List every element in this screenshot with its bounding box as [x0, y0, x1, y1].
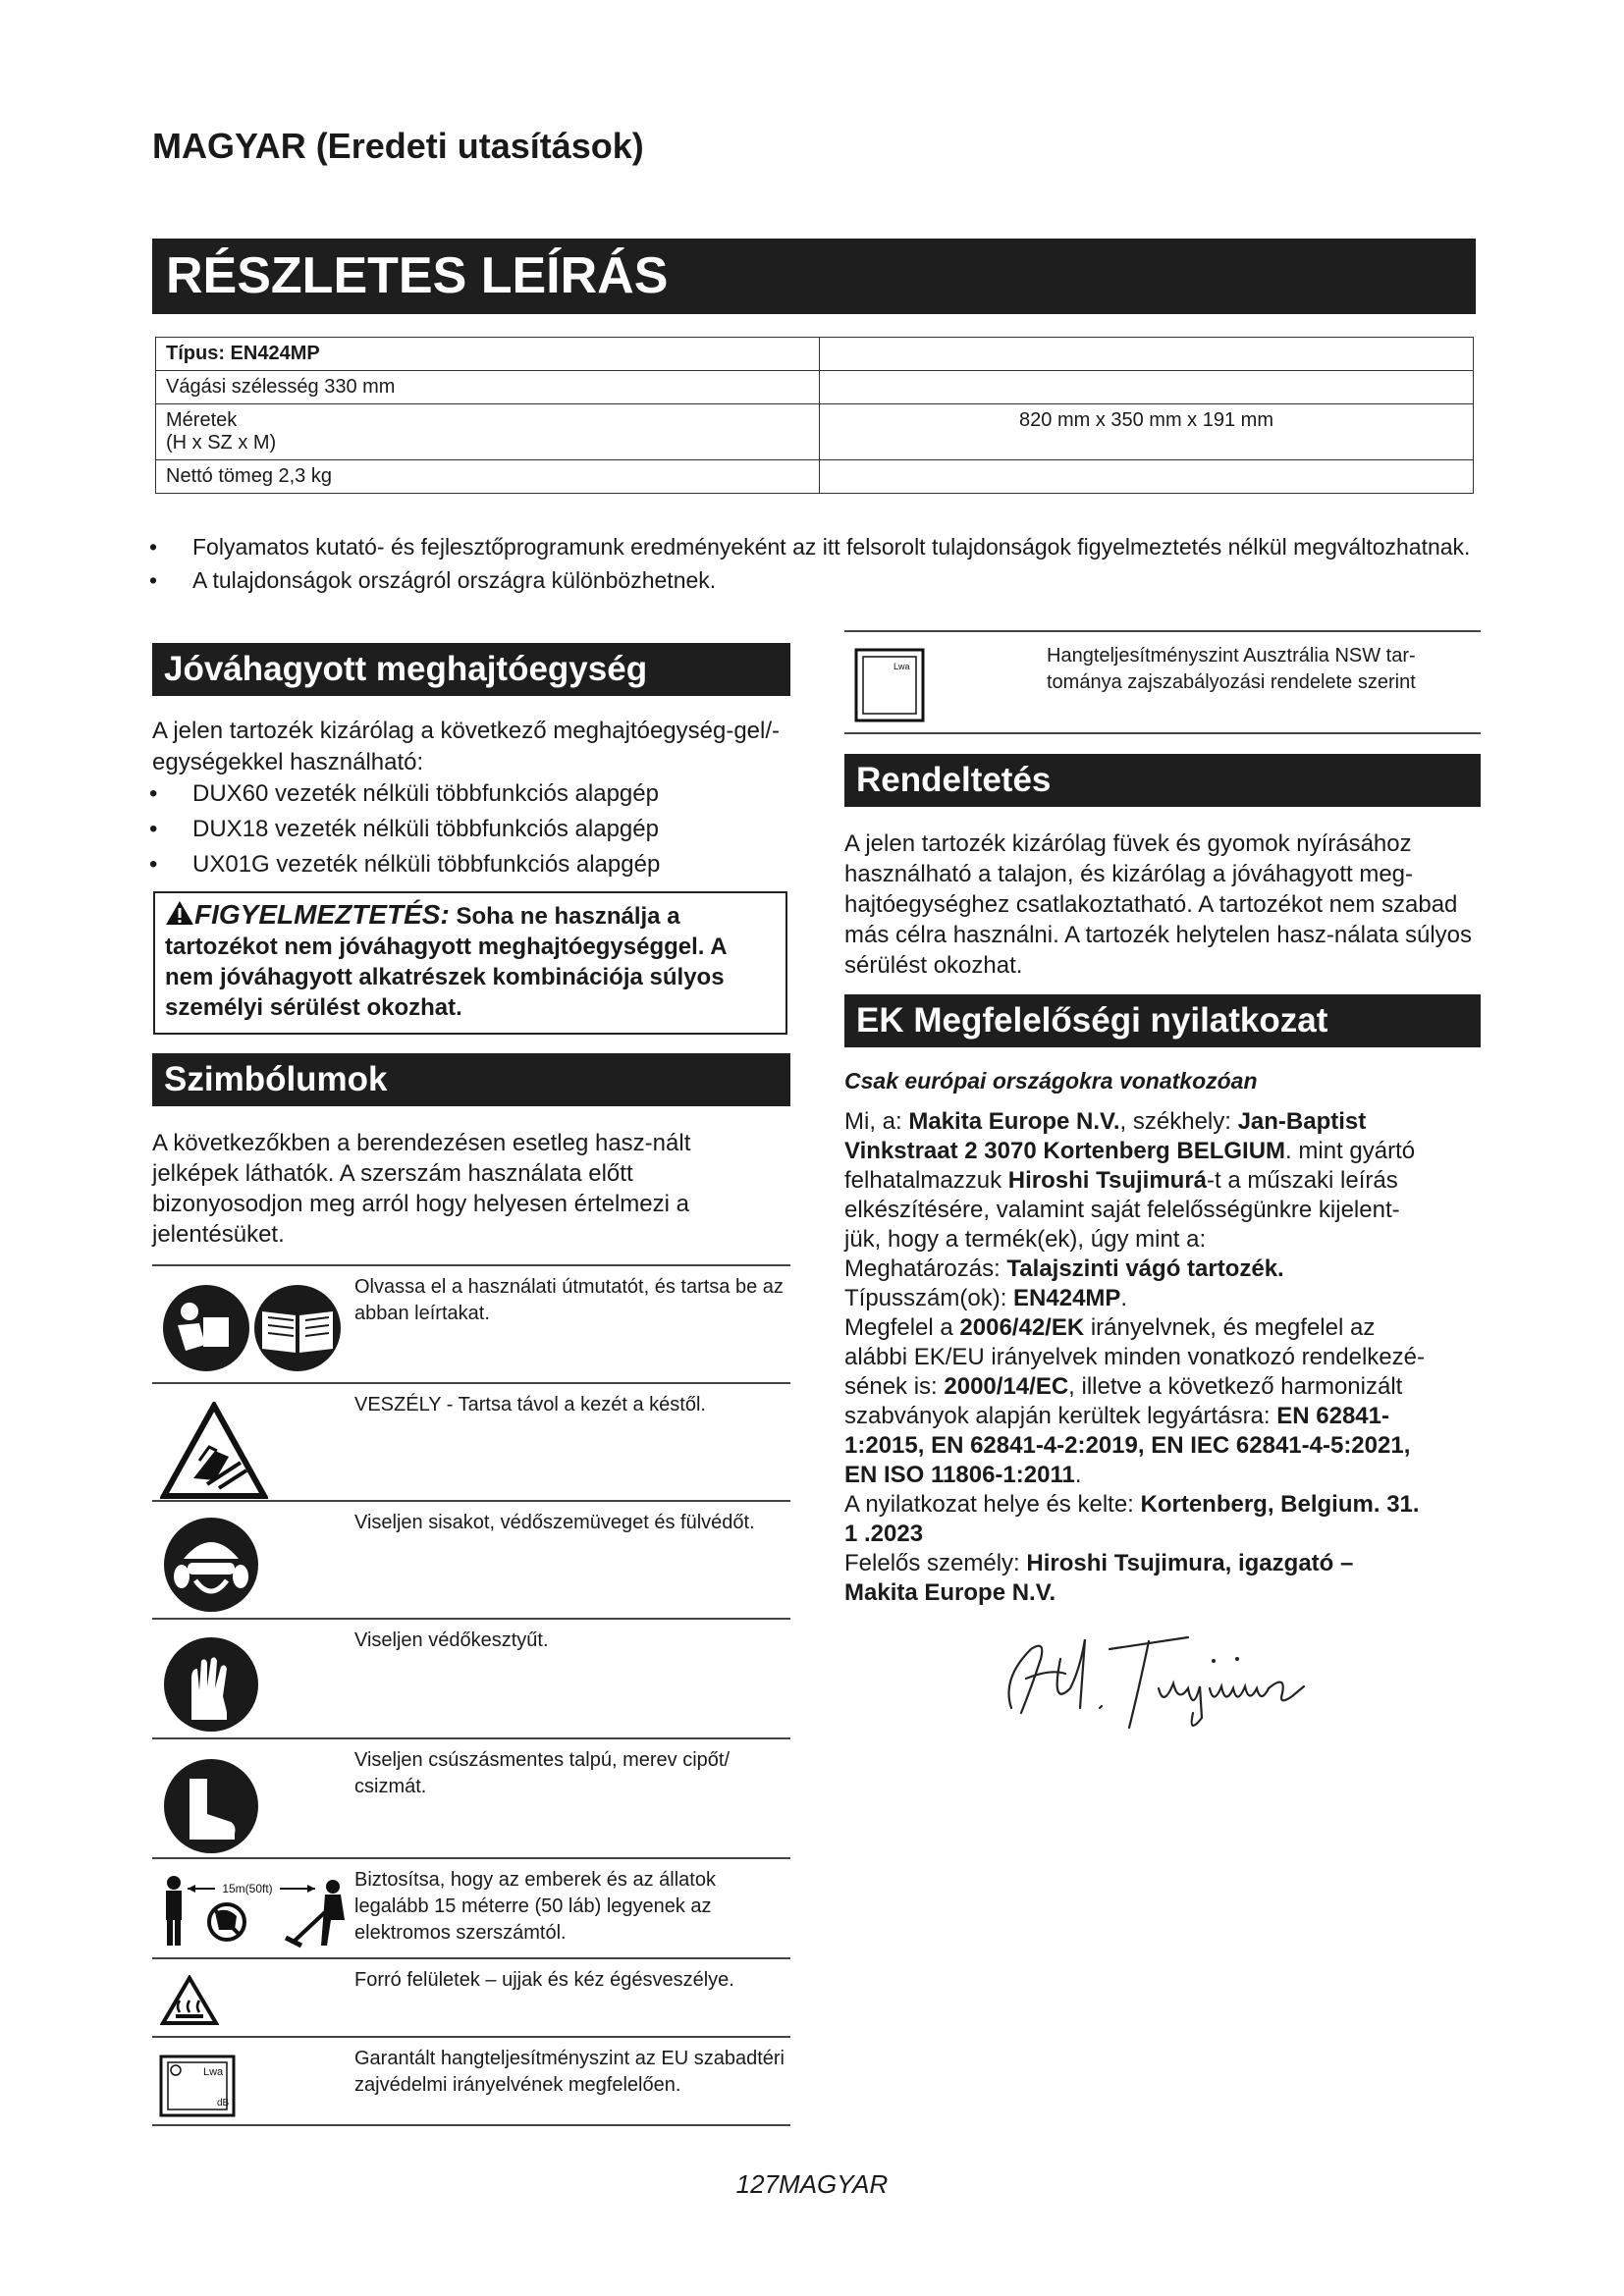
declaration-bold-text: Talajszinti vágó tartozék. — [1006, 1255, 1284, 1282]
nsw-symbol-text: Hangteljesítményszint Ausztrália NSW tar-tománya zajszabályozási rendelete szerint — [1047, 645, 1416, 693]
declaration-plain-text: Felelős személy: — [844, 1550, 1027, 1576]
spec-notes — [149, 530, 1485, 597]
list-item: • Folyamatos kutató- és fejlesztőprogramunk eredményeként az itt felsorolt tulajdonságok figyelmeztetés nélkül megváltozhatnak. — [149, 530, 1485, 563]
declaration-bold-text: Makita Europe N.V. — [844, 1579, 1056, 1606]
symbol-text: Biztosítsa, hogy az emberek és az állatok legalább 15 méterre (50 láb) legyenek az elektromos szerszámtól. — [354, 1869, 716, 1944]
declaration-plain-text: , illetve a következő harmonizált — [1068, 1373, 1403, 1400]
declaration-plain-text: Megfelel a — [844, 1314, 960, 1341]
unit-name: DUX60 vezeték nélküli többfunkciós alapgép — [192, 780, 659, 807]
symbol-row — [152, 1737, 790, 1859]
keep-distance-icon — [158, 1873, 354, 1956]
dimensions-label — [156, 404, 820, 460]
declaration-plain-text: . — [1120, 1285, 1128, 1311]
distance-label: 15m(50ft) — [222, 1882, 273, 1896]
table-row — [156, 404, 1474, 460]
approved-unit-intro-text: A jelen tartozék kizárólag a következő meghajtóegység-gel/-egységekkel használható: — [152, 718, 781, 775]
declaration-line — [844, 1166, 1492, 1196]
declaration-plain-text: irányelvnek, és megfelel az — [1084, 1314, 1376, 1341]
declaration-plain-text: , székhely: — [1119, 1108, 1238, 1135]
symbol-row — [152, 1618, 790, 1739]
warning-triangle-icon — [165, 903, 194, 930]
approved-unit-section — [152, 643, 790, 696]
declaration-line — [844, 1284, 1492, 1313]
dimensions-label-line1: Méretek — [166, 409, 238, 431]
read-manual-icon — [160, 1282, 347, 1380]
divider — [844, 630, 1481, 632]
type-label: Típus: EN424MP — [156, 338, 820, 371]
declaration-bold-text: Hiroshi Tsujimura, igazgató – — [1026, 1550, 1354, 1576]
symbol-text: Garantált hangteljesítményszint az EU szabadtéri zajvédelmi irányelvének megfelelően. — [354, 2048, 785, 2096]
declaration-line — [844, 1225, 1492, 1255]
table-row — [156, 460, 1474, 494]
table-cell — [820, 338, 1474, 371]
blade-danger-icon — [160, 1402, 268, 1505]
symbol-text: Forró felületek – ujjak és kéz égésveszélye. — [354, 1969, 734, 1991]
declaration-line — [844, 1520, 1492, 1549]
declaration-plain-text: jük, hogy a termék(ek), úgy mint a: — [844, 1226, 1207, 1253]
declaration-bold-text: Kortenberg, Belgium. 31. — [1140, 1491, 1420, 1518]
declaration-bold-text: 1 .2023 — [844, 1521, 924, 1547]
declaration-line — [844, 1372, 1492, 1402]
declaration-plain-text: . mint gyártó — [1285, 1138, 1416, 1164]
dimensions-label-line2: (H x SZ x M) — [166, 432, 277, 454]
unit-name: DUX18 vezeték nélküli többfunkciós alapgép — [192, 816, 659, 842]
declaration-bold-text: Hiroshi Tsujimurá — [1007, 1167, 1208, 1194]
sound-level-label: Lwa — [203, 2066, 224, 2078]
table-cell — [820, 371, 1474, 404]
spec-table — [155, 337, 1474, 494]
note-text: Folyamatos kutató- és fejlesztőprogramunk eredményeként az itt felsorolt tulajdonságok figyelmeztetés nélkül megváltozhatnak. — [192, 534, 1471, 560]
intended-use-heading: Rendeltetés — [844, 754, 1481, 807]
warning-title: FIGYELMEZTETÉS: — [194, 899, 450, 930]
declaration-bold-text: 2006/42/EK — [959, 1314, 1085, 1341]
declaration-plain-text: -t a műszaki leírás — [1207, 1167, 1398, 1194]
page-title: RÉSZLETES LEÍRÁS — [152, 239, 1476, 314]
declaration-bold-text: EN ISO 11806-1:2011 — [844, 1462, 1075, 1488]
declaration-plain-text: Meghatározás: — [844, 1255, 1007, 1282]
dimensions-value: 820 mm x 350 mm x 191 mm — [820, 404, 1474, 460]
symbols-heading: Szimbólumok — [152, 1053, 790, 1106]
declaration-line — [844, 1578, 1492, 1608]
table-row — [156, 371, 1474, 404]
page-footer: 127MAGYAR — [735, 2169, 889, 2199]
declaration-plain-text: alábbi EK/EU irányelvek minden vonatkozó rendelkezé- — [844, 1344, 1425, 1370]
note-text: A tulajdonságok országról országra különbözhetnek. — [192, 567, 717, 593]
signature — [992, 1620, 1326, 1742]
declaration-plain-text: szabványok alapján kerültek legyártásra: — [844, 1403, 1277, 1429]
declaration-plain-text: A nyilatkozat helye és kelte: — [844, 1491, 1141, 1518]
cutting-width-label: Vágási szélesség 330 mm — [156, 371, 820, 404]
list-item: • UX01G vezeték nélküli többfunkciós alapgép — [149, 851, 661, 878]
symbols-intro: A következőkben a berendezésen esetleg hasz-nált jelképek láthatók. A szerszám használata előtt bizonyosodjon meg arról hogy helyesen értelmezi a jelentésüket. — [152, 1130, 691, 1248]
declaration-text — [844, 1107, 1492, 1608]
declaration-line — [844, 1107, 1492, 1137]
intended-use-text: A jelen tartozék kizárólag füvek és gyomok nyírásához használható a talajon, és kizárólag a jóváhagyott meg-hajtóegységhez csatlakoztatható. A tartozékot nem szabad más célra használni. A tartozék helytelen hasz-nálata súlyos sérülést okozhat. — [844, 830, 1473, 979]
declaration-bold-text: 1:2015, EN 62841-4-2:2019, EN IEC 62841-4-5:2021, — [844, 1432, 1411, 1459]
svg-text:dB: dB — [217, 2098, 230, 2109]
divider — [844, 732, 1481, 734]
declaration-line — [844, 1343, 1492, 1372]
declaration-plain-text: sének is: — [844, 1373, 945, 1400]
declaration-line — [844, 1196, 1492, 1225]
language-heading: MAGYAR (Eredeti utasítások) — [152, 126, 644, 166]
symbol-row — [152, 1957, 790, 2038]
declaration-bold-text: Vinkstraat 2 3070 Kortenberg BELGIUM — [844, 1138, 1286, 1164]
gloves-icon — [162, 1635, 260, 1738]
declaration-plain-text: Mi, a: — [844, 1108, 909, 1135]
list-item: • A tulajdonságok országról országra különbözhetnek. — [149, 563, 1485, 597]
declaration-line — [844, 1461, 1492, 1490]
declaration-line — [844, 1431, 1492, 1461]
symbol-row — [152, 1857, 790, 1959]
declaration-plain-text: elkészítésére, valamint saját felelősségünkre kijelent- — [844, 1197, 1400, 1223]
declaration-bold-text: Jan-Baptist — [1237, 1108, 1367, 1135]
declaration-line — [844, 1549, 1492, 1578]
declaration-bold-text: Makita Europe N.V. — [908, 1108, 1120, 1135]
unit-name: UX01G vezeték nélküli többfunkciós alapgép — [192, 851, 661, 878]
symbol-text: VESZÉLY - Tartsa távol a kezét a késtől. — [354, 1394, 706, 1415]
divider — [152, 2124, 790, 2126]
declaration-line — [844, 1402, 1492, 1431]
symbol-row — [152, 2036, 790, 2126]
symbol-text: Viseljen védőkesztyűt. — [354, 1629, 549, 1651]
nsw-sound-level-icon — [854, 648, 925, 727]
eu-sound-level-icon — [158, 2054, 237, 2123]
symbol-row — [152, 1500, 790, 1620]
declaration-subtitle: Csak európai országokra vonatkozóan — [844, 1068, 1258, 1094]
list-item: • DUX18 vezeték nélküli többfunkciós alapgép — [149, 816, 659, 842]
nsw-sound-label: Lwa — [893, 662, 910, 671]
helmet-goggles-earmuffs-icon — [162, 1516, 260, 1619]
warning-text: Soha ne használja a tartozékot nem jóváhagyott meghajtóegységgel. A nem jóváhagyott alkatrészek kombinációja súlyos személyi sérülést okozhat. — [165, 903, 727, 1021]
declaration-bold-text: EN 62841- — [1276, 1403, 1389, 1429]
declaration-plain-text: . — [1074, 1462, 1082, 1488]
declaration-plain-text: Típusszám(ok): — [844, 1285, 1014, 1311]
hot-surface-icon — [160, 1975, 219, 2031]
declaration-line — [844, 1490, 1492, 1520]
warning-box — [153, 891, 787, 1035]
table-row — [156, 338, 1474, 371]
declaration-bold-text: EN424MP — [1013, 1285, 1121, 1311]
list-item: • DUX60 vezeték nélküli többfunkciós alapgép — [149, 780, 659, 807]
symbol-text: Viseljen sisakot, védőszemüveget és fülvédőt. — [354, 1512, 755, 1533]
safety-boots-icon — [162, 1757, 260, 1860]
declaration-line — [844, 1255, 1492, 1284]
table-cell — [820, 460, 1474, 494]
declaration-bold-text: 2000/14/EC — [944, 1373, 1069, 1400]
declaration-heading: EK Megfelelőségi nyilatkozat — [844, 994, 1481, 1047]
symbol-text: Viseljen csúszásmentes talpú, merev cipőt/ csizmát. — [354, 1749, 731, 1797]
approved-units-list — [149, 776, 797, 882]
symbol-row — [152, 1264, 790, 1384]
approved-unit-heading: Jóváhagyott meghajtóegység — [152, 643, 790, 696]
symbol-row — [152, 1382, 790, 1502]
declaration-line — [844, 1137, 1492, 1166]
net-weight-label: Nettó tömeg 2,3 kg — [156, 460, 820, 494]
declaration-plain-text: felhatalmazzuk — [844, 1167, 1008, 1194]
symbol-text: Olvassa el a használati útmutatót, és tartsa be az abban leírtakat. — [354, 1276, 784, 1324]
declaration-line — [844, 1313, 1492, 1343]
